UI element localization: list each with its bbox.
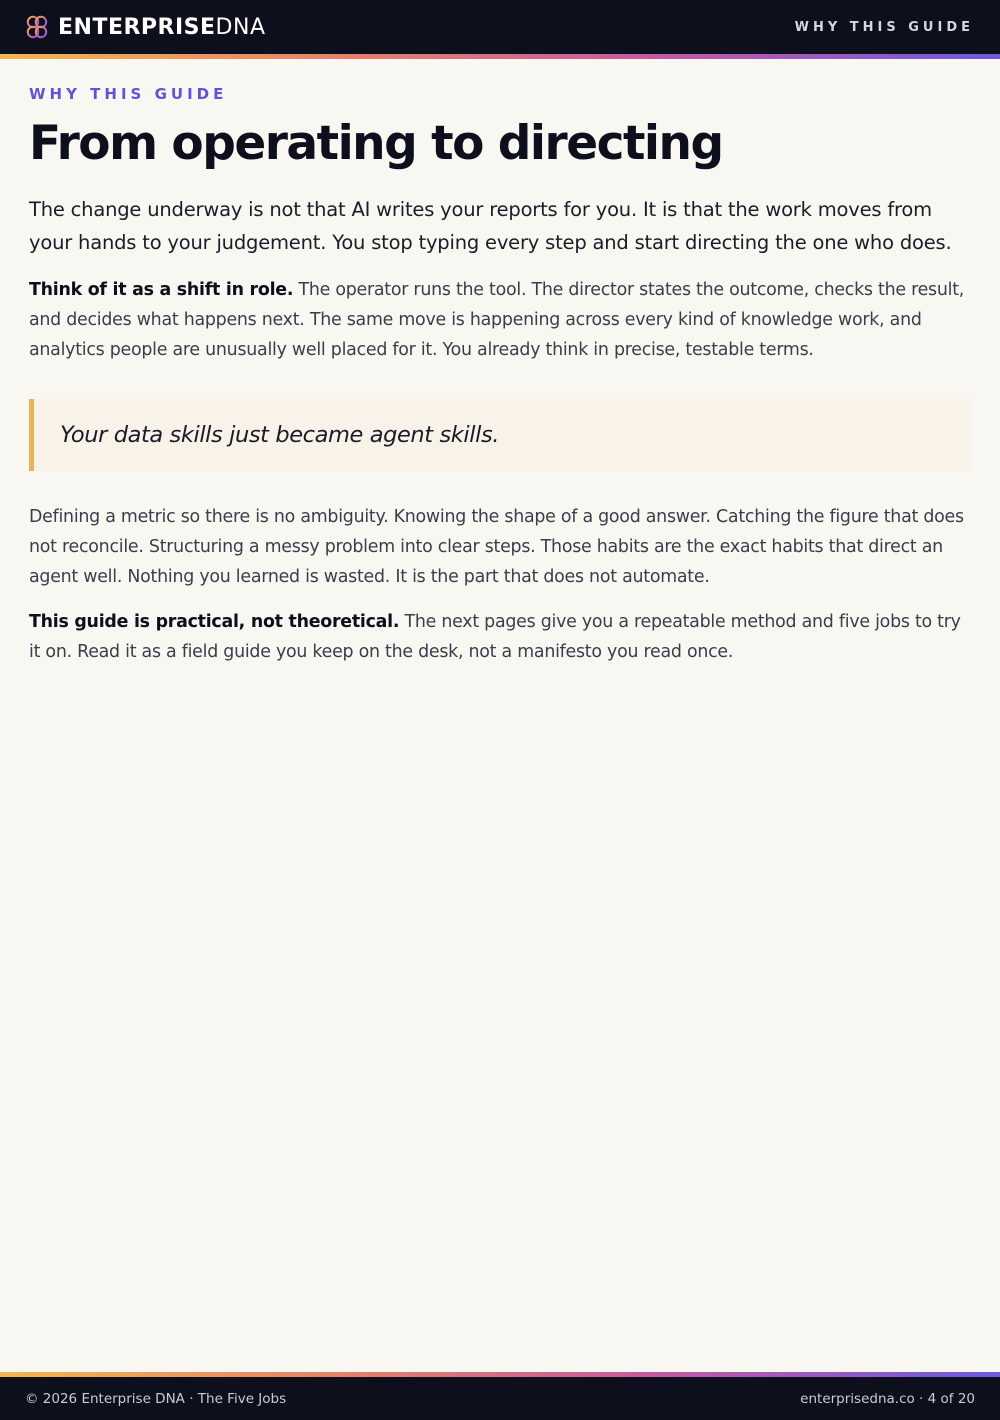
page-footer: [0, 1377, 1000, 1420]
brand: [24, 14, 266, 40]
practical-guide-text: The next pages give you a repeatable method and five jobs to try it on. Read it as a field guide you keep on the desk, not a manifesto you read once.: [29, 612, 961, 662]
footer-copyright: © 2026 Enterprise DNA · The Five Jobs: [25, 1390, 287, 1407]
main-content: [29, 84, 971, 667]
role-shift-heading: Think of it as a shift in role.: [29, 280, 294, 300]
lead-paragraph: The change underway is not that AI writes your reports for you. It is that the work moves from your hands to your judgement. You stop typing every step and start directing the one who does.: [29, 198, 952, 254]
header-section-label: WHY THIS GUIDE: [794, 19, 974, 35]
footer-site-and-page: enterprisedna.co · 4 of 20: [800, 1390, 975, 1407]
section-eyebrow: WHY THIS GUIDE: [29, 85, 228, 103]
practical-guide-paragraph: [29, 607, 971, 667]
enterprise-dna-logo-icon: [24, 14, 50, 40]
header-gradient-strip: [0, 54, 1000, 59]
pull-quote: [29, 399, 971, 471]
page-title: From operating to directing: [29, 116, 723, 171]
page-header: [0, 0, 1000, 54]
role-shift-paragraph: [29, 275, 971, 365]
brand-name: [58, 15, 266, 40]
pull-quote-text: Your data skills just became agent skills.: [60, 422, 500, 448]
habits-paragraph: Defining a metric so there is no ambiguity. Knowing the shape of a good answer. Catching the figure that does not reconcile. Structuring a messy problem into clear steps. Those habits are the exact habits that direct an agent well. Nothing you learned is wasted. It is the part that does not automate.: [29, 507, 964, 587]
practical-guide-heading: This guide is practical, not theoretical.: [29, 612, 400, 632]
brand-name-light: DNA: [215, 14, 266, 40]
role-shift-text: The operator runs the tool. The director states the outcome, checks the result, and decides what happens next. The same move is happening across every kind of knowledge work, and analytics people are unusually well placed for it. You already think in precise, testable terms.: [29, 280, 965, 360]
brand-name-strong: ENTERPRISE: [58, 14, 216, 40]
